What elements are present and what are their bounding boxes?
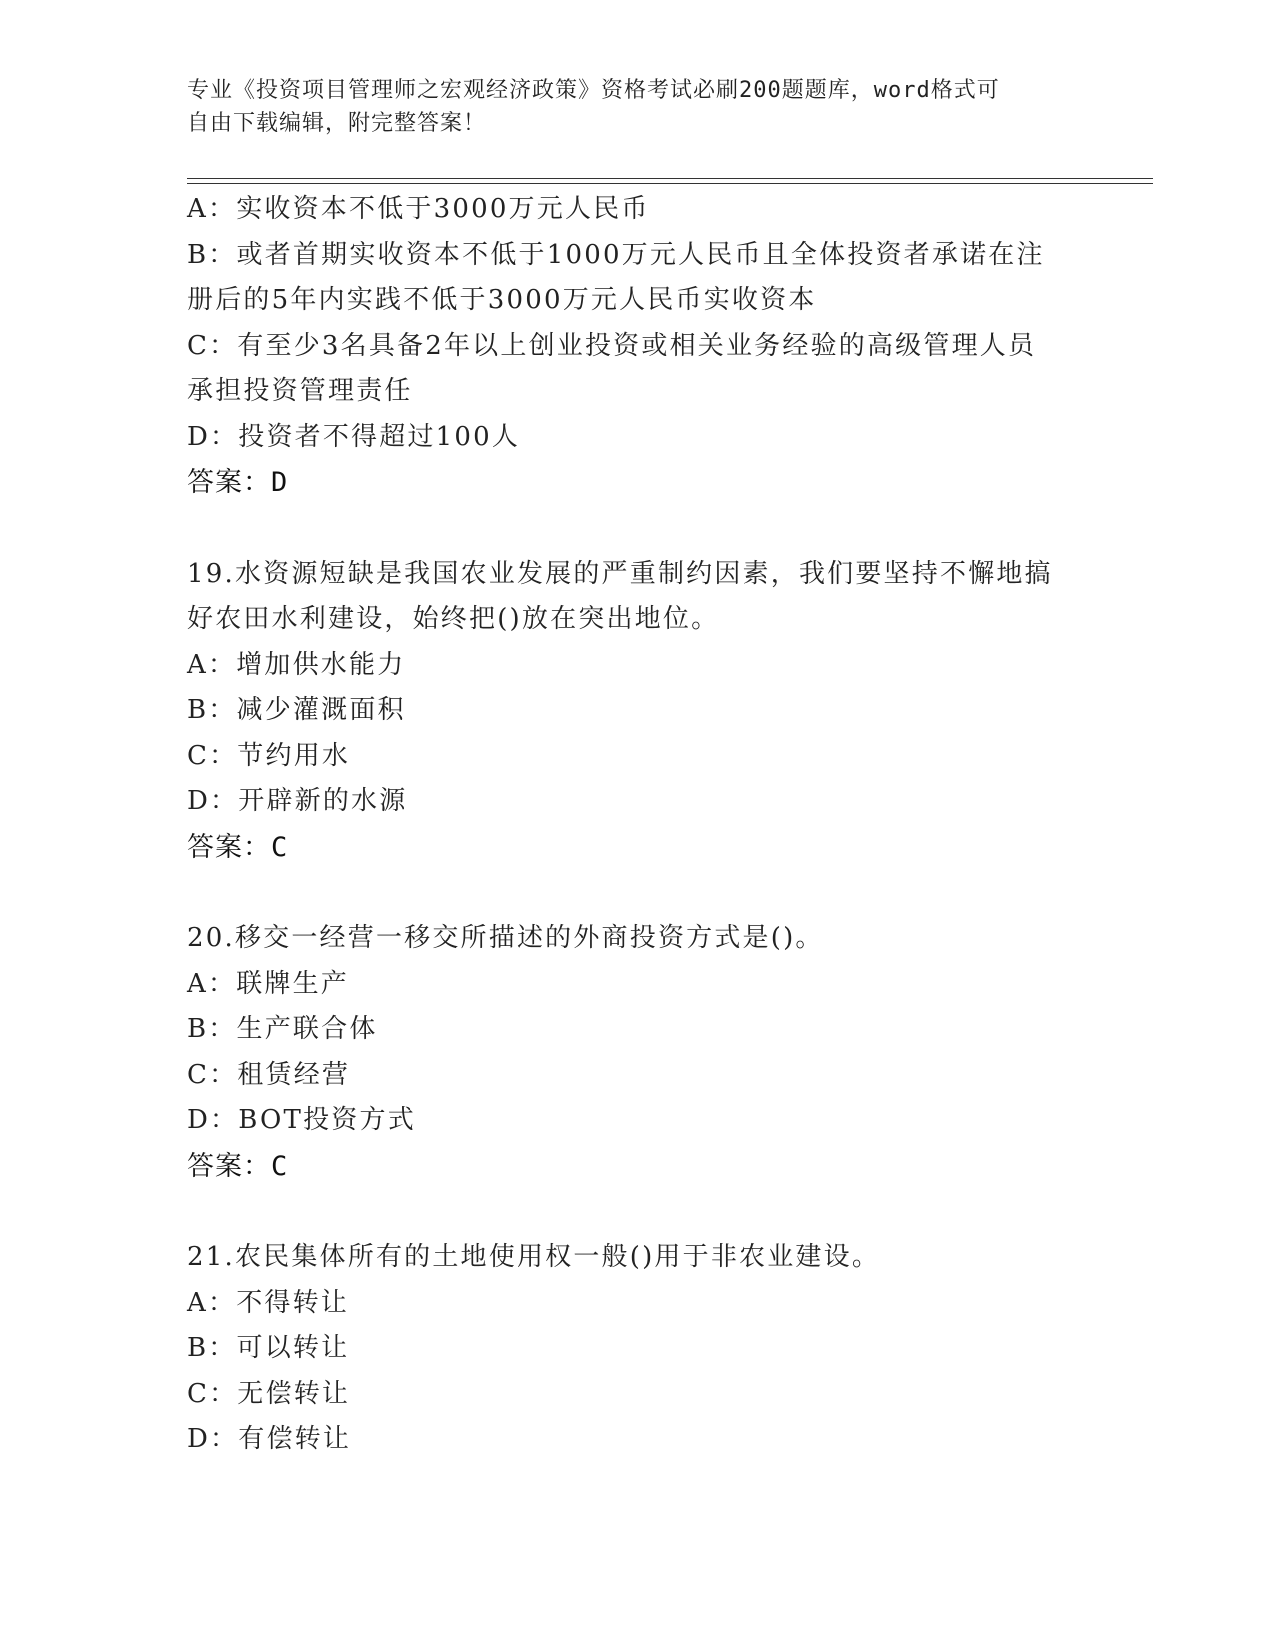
- question-stem: 20.移交一经营一移交所描述的外商投资方式是()。: [187, 923, 824, 953]
- question-20: [187, 916, 1087, 1189]
- question-stem-continued: 好农田水利建设，始终把()放在突出地位。: [187, 604, 720, 634]
- document-header: [187, 74, 1087, 140]
- question-stem: 19.水资源短缺是我国农业发展的严重制约因素，我们要坚持不懈地搞: [187, 558, 1053, 589]
- option-a: A：增加供水能力: [187, 649, 406, 680]
- question-19: [187, 552, 1087, 871]
- question-18: [187, 187, 1087, 506]
- header-rule-bottom: [187, 183, 1153, 184]
- answer: 答案：D: [187, 467, 289, 498]
- header-line-1: 专业《投资项目管理师之宏观经济政策》资格考试必刷200题题库，word格式可: [187, 78, 1000, 103]
- option-c: C：有至少3名具备2年以上创业投资或相关业务经验的高级管理人员: [187, 330, 1037, 361]
- option-c-continued: 承担投资管理责任: [187, 376, 413, 406]
- option-c: C：无偿转让: [187, 1378, 351, 1409]
- option-d: D：BOT投资方式: [187, 1105, 416, 1135]
- question-content: [187, 187, 1087, 1463]
- option-d: D：有偿转让: [187, 1424, 352, 1454]
- answer: 答案：C: [187, 1150, 289, 1182]
- question-stem: 21.农民集体所有的土地使用权一般()用于非农业建设。: [187, 1242, 881, 1272]
- option-b: B：或者首期实收资本不低于1000万元人民币且全体投资者承诺在注: [187, 239, 1045, 270]
- option-b: B：减少灌溉面积: [187, 695, 406, 725]
- option-a: A：联牌生产: [187, 968, 349, 999]
- option-c: C：租赁经营: [187, 1059, 351, 1090]
- header-line-2: 自由下载编辑，附完整答案！: [187, 111, 487, 136]
- header-rule-top: [187, 178, 1153, 179]
- option-b-continued: 册后的5年内实践不低于3000万元人民币实收资本: [187, 285, 817, 315]
- answer: 答案：C: [187, 831, 289, 863]
- option-b: B：可以转让: [187, 1333, 350, 1363]
- option-a: A：不得转让: [187, 1287, 349, 1318]
- option-a: A：实收资本不低于3000万元人民币: [187, 194, 650, 224]
- option-d: D：投资者不得超过100人: [187, 421, 521, 452]
- option-b: B：生产联合体: [187, 1014, 378, 1044]
- question-21: [187, 1235, 1087, 1463]
- option-c: C：节约用水: [187, 740, 351, 771]
- option-d: D：开辟新的水源: [187, 786, 408, 816]
